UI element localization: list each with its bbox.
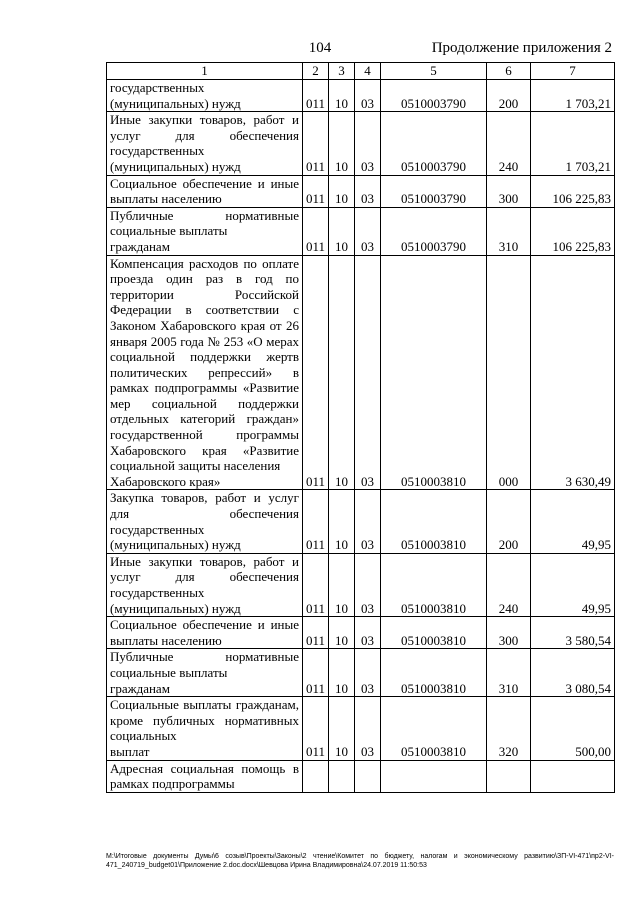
table-row [107, 255, 615, 490]
code-cell: 03 [355, 207, 381, 255]
code-cell: 011 [303, 80, 329, 112]
row-name-cell: Иные закупки товаров, работ и услуг для обеспечения государственных (муниципальных) нужд [107, 112, 303, 175]
continuation-label: Продолжение приложения 2 [431, 40, 612, 56]
row-name-cell: Адресная социальная помощь в рамках подпрограммы [107, 760, 303, 792]
row-name-cell: Публичные нормативные социальные выплаты гражданам [107, 207, 303, 255]
table-row [107, 553, 615, 616]
page-number: 104 [308, 40, 332, 56]
code-cell: 03 [355, 553, 381, 616]
row-name-cell: Социальное обеспечение и иные выплаты населению [107, 175, 303, 207]
table-row [107, 175, 615, 207]
code-cell: 10 [329, 617, 355, 649]
code-cell: 10 [329, 649, 355, 697]
row-name-cell: Компенсация расходов по оплате проезда один раз в год по территории Российской Федерации в соответствии с Законом Хабаровского края от 26 января 2005 года № 253 «О мерах социальной поддержки жертв политических репрессий» в рамках подпрограммы «Развитие мер социальной поддержки отдельных категорий граждан» государственной программы Хабаровского края «Развитие социальной защиты населения Хабаровского края» [107, 255, 303, 490]
code-cell: 200 [487, 80, 531, 112]
code-cell: 03 [355, 112, 381, 175]
budget-table [106, 62, 615, 793]
code-cell: 10 [329, 490, 355, 553]
code-cell: 0510003810 [381, 697, 487, 760]
column-header: 7 [531, 63, 615, 80]
code-cell: 03 [355, 697, 381, 760]
row-name-cell: Закупка товаров, работ и услуг для обеспечения государственных (муниципальных) нужд [107, 490, 303, 553]
code-cell: 200 [487, 490, 531, 553]
amount-cell [531, 760, 615, 792]
code-cell: 011 [303, 617, 329, 649]
table-row [107, 649, 615, 697]
code-cell: 240 [487, 553, 531, 616]
amount-cell: 3 630,49 [531, 255, 615, 490]
table-row [107, 80, 615, 112]
code-cell: 10 [329, 553, 355, 616]
code-cell [355, 760, 381, 792]
code-cell: 011 [303, 553, 329, 616]
code-cell: 011 [303, 255, 329, 490]
column-header: 3 [329, 63, 355, 80]
code-cell: 310 [487, 207, 531, 255]
table-row [107, 207, 615, 255]
code-cell: 300 [487, 175, 531, 207]
table-row [107, 490, 615, 553]
amount-cell: 3 580,54 [531, 617, 615, 649]
table-body [107, 80, 615, 793]
amount-cell: 106 225,83 [531, 175, 615, 207]
code-cell: 0510003810 [381, 490, 487, 553]
code-cell: 10 [329, 175, 355, 207]
code-cell: 10 [329, 255, 355, 490]
row-name-cell: Иные закупки товаров, работ и услуг для обеспечения государственных (муниципальных) нужд [107, 553, 303, 616]
code-cell: 03 [355, 617, 381, 649]
code-cell: 0510003790 [381, 207, 487, 255]
code-cell [381, 760, 487, 792]
code-cell: 10 [329, 80, 355, 112]
code-cell: 10 [329, 697, 355, 760]
table-row [107, 617, 615, 649]
amount-cell: 49,95 [531, 490, 615, 553]
amount-cell: 1 703,21 [531, 112, 615, 175]
code-cell: 0510003810 [381, 649, 487, 697]
code-cell: 03 [355, 255, 381, 490]
table-row [107, 760, 615, 792]
code-cell: 03 [355, 490, 381, 553]
row-name-cell: Социальные выплаты гражданам, кроме публичных нормативных социальных выплат [107, 697, 303, 760]
code-cell: 10 [329, 207, 355, 255]
code-cell: 240 [487, 112, 531, 175]
table-row [107, 697, 615, 760]
code-cell: 0510003790 [381, 112, 487, 175]
code-cell [487, 760, 531, 792]
code-cell [303, 760, 329, 792]
amount-cell: 500,00 [531, 697, 615, 760]
file-path-footer: М:\Итоговые документы Думы\6 созыв\Проекты\Законы\2 чтение\Комитет по бюджету, налогам и экономическому развитию\ЗП-VI-471\пр2-VI-471_240719_budget01\Приложение 2.doc.docx\Шевцова Ирина Владимировна\24.07.2019 11:50:53 [106, 853, 614, 869]
code-cell: 10 [329, 112, 355, 175]
code-cell: 0510003810 [381, 255, 487, 490]
code-cell: 011 [303, 112, 329, 175]
amount-cell: 106 225,83 [531, 207, 615, 255]
column-header: 2 [303, 63, 329, 80]
amount-cell: 49,95 [531, 553, 615, 616]
row-name-cell: Социальное обеспечение и иные выплаты населению [107, 617, 303, 649]
table-row [107, 112, 615, 175]
code-cell: 03 [355, 80, 381, 112]
code-cell: 011 [303, 697, 329, 760]
code-cell: 0510003790 [381, 80, 487, 112]
code-cell: 310 [487, 649, 531, 697]
column-header: 5 [381, 63, 487, 80]
amount-cell: 1 703,21 [531, 80, 615, 112]
table-header-row [107, 63, 615, 80]
code-cell: 03 [355, 649, 381, 697]
code-cell [329, 760, 355, 792]
code-cell: 0510003810 [381, 617, 487, 649]
code-cell: 320 [487, 697, 531, 760]
amount-cell: 3 080,54 [531, 649, 615, 697]
row-name-cell: государственных (муниципальных) нужд [107, 80, 303, 112]
code-cell: 011 [303, 207, 329, 255]
code-cell: 03 [355, 175, 381, 207]
code-cell: 0510003790 [381, 175, 487, 207]
column-header: 1 [107, 63, 303, 80]
code-cell: 300 [487, 617, 531, 649]
code-cell: 000 [487, 255, 531, 490]
code-cell: 0510003810 [381, 553, 487, 616]
code-cell: 011 [303, 649, 329, 697]
column-header: 4 [355, 63, 381, 80]
code-cell: 011 [303, 490, 329, 553]
column-header: 6 [487, 63, 531, 80]
code-cell: 011 [303, 175, 329, 207]
row-name-cell: Публичные нормативные социальные выплаты гражданам [107, 649, 303, 697]
